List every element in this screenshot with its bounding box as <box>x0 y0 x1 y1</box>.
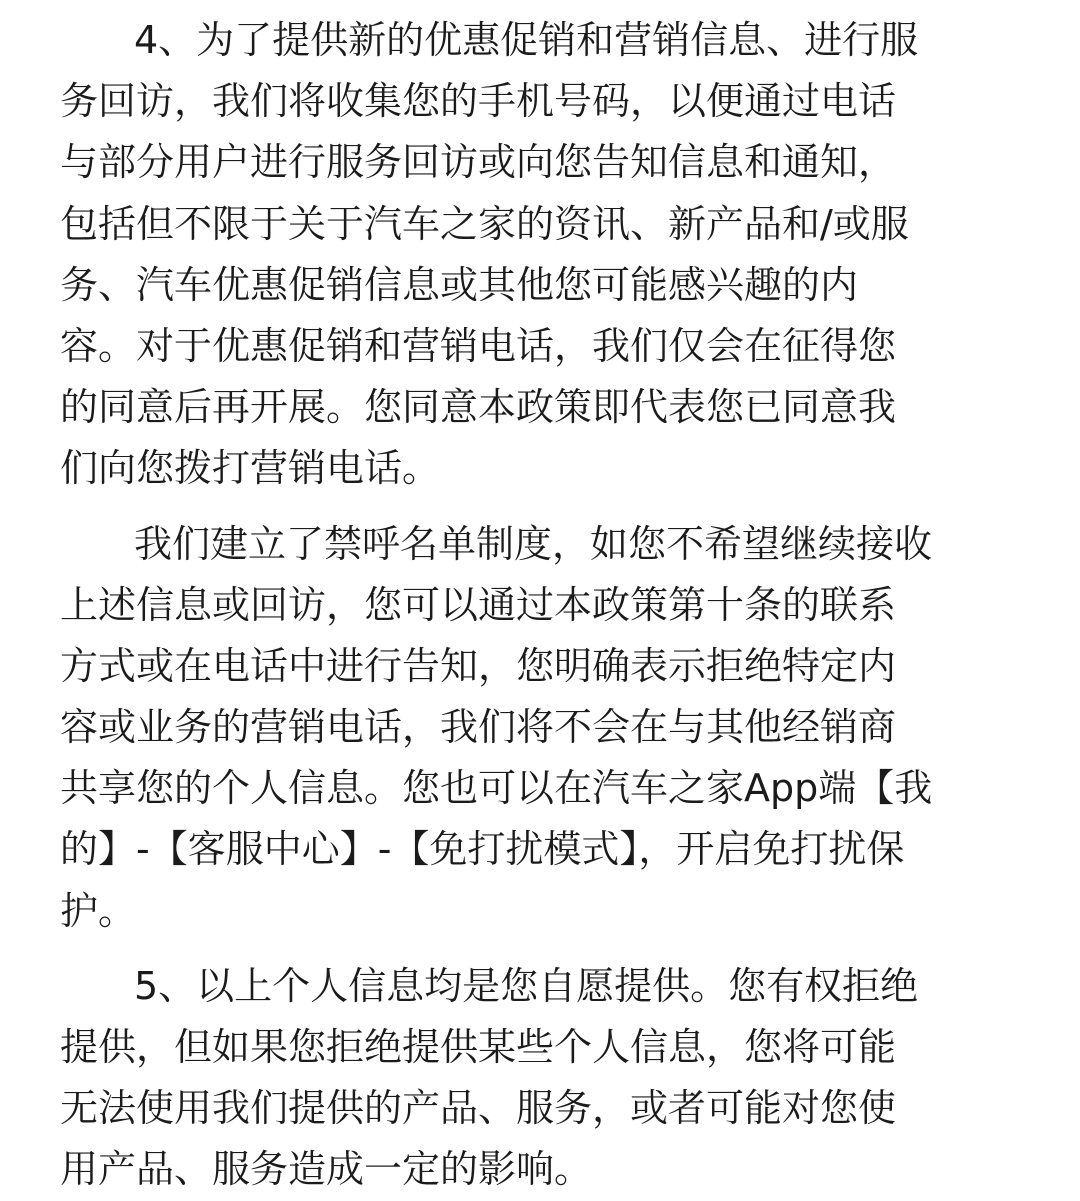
text-line: 的同意后再开展。您同意本政策即代表您已同意我 <box>60 385 897 430</box>
paragraph-do-not-call <box>60 514 1020 942</box>
text-line: 方式或在电话中进行告知，您明确表示拒绝特定内 <box>60 643 897 688</box>
document-body <box>60 10 1020 1201</box>
text-line: 提供，但如果您拒绝提供某些个人信息，您将可能 <box>60 1025 897 1069</box>
text-line: 用产品、服务造成一定的影响。 <box>60 1147 593 1192</box>
paragraph-voluntary-provision <box>60 956 1020 1201</box>
text-line: 4、为了提供新的优惠促销和营销信息、进行服 <box>134 18 919 62</box>
text-line: 务、汽车优惠促销信息或其他您可能感兴趣的内 <box>60 262 859 307</box>
text-line: 5、以上个人信息均是您自愿提供。您有权拒绝 <box>134 963 919 1008</box>
text-line: 们向您拨打营销电话。 <box>60 446 441 491</box>
text-line: 上述信息或回访，您可以通过本政策第十条的联系 <box>60 582 897 627</box>
text-line: 共享您的个人信息。您也可以在汽车之家App端【我 <box>60 766 933 811</box>
text-line: 容。对于优惠促销和营销电话，我们仅会在征得您 <box>60 323 897 368</box>
text-line: 的】-【客服中心】-【免打扰模式】，开启免打扰保 <box>60 827 905 872</box>
paragraph-phone-collection <box>60 10 1020 500</box>
text-line: 包括但不限于关于汽车之家的资讯、新产品和/或服 <box>60 201 909 246</box>
text-line: 护。 <box>60 888 137 933</box>
text-line: 无法使用我们提供的产品、服务，或者可能对您使 <box>60 1086 897 1131</box>
text-line: 与部分用户进行服务回访或向您告知信息和通知， <box>60 140 897 185</box>
text-line: 务回访，我们将收集您的手机号码，以便通过电话 <box>60 79 897 124</box>
text-line: 我们建立了禁呼名单制度，如您不希望继续接收 <box>134 521 933 566</box>
text-line: 容或业务的营销电话，我们将不会在与其他经销商 <box>60 705 897 750</box>
